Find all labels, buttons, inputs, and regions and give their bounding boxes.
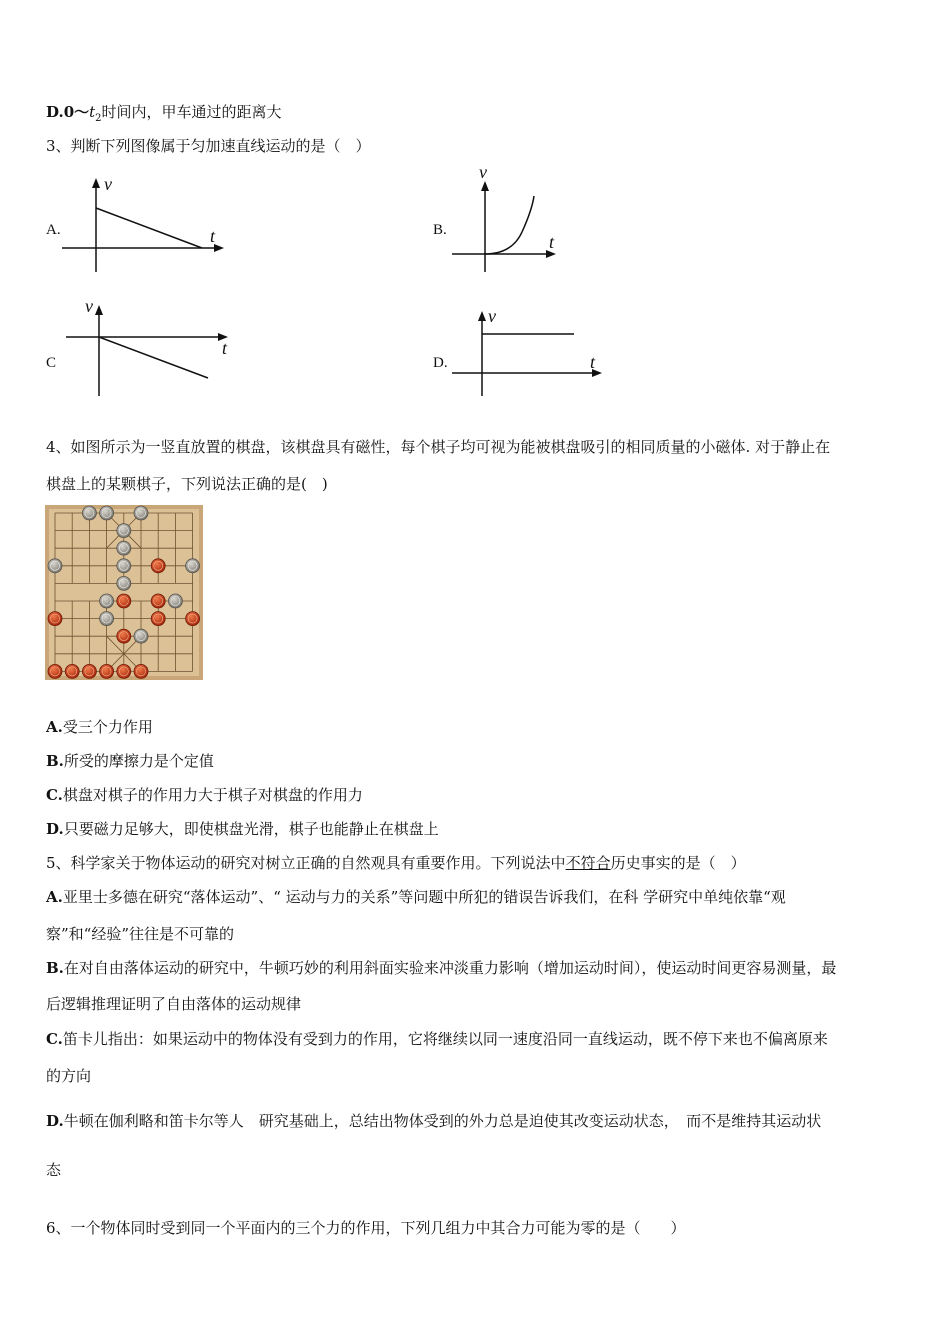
q2-option-d: $D.0\sim t_2$时间内，甲车通过的距离大: [46, 103, 282, 124]
red-chess-piece: [186, 612, 200, 626]
gray-chess-piece: [48, 559, 62, 573]
q3-d-x-label: t: [590, 352, 596, 372]
red-chess-piece: [151, 612, 165, 626]
q3-option-d-label: D.: [433, 355, 448, 371]
q3-option-b-label: B.: [433, 222, 447, 238]
q4-stem-line2: 棋盘上的某颗棋子，下列说法正确的是( ): [46, 475, 328, 493]
gray-chess-piece: [117, 559, 131, 573]
q4-option-c: C.棋盘对棋子的作用力大于棋子对棋盘的作用力: [46, 786, 363, 804]
gray-chess-piece: [100, 594, 114, 608]
red-chess-piece: [117, 629, 131, 643]
q5-option-a-line1: A.亚里士多德在研究“落体运动”、“ 运动与力的关系”等问题中所犯的错误告诉我们，在科 学研究中单纯依靠“观: [46, 888, 786, 906]
q3-graph-c: [64, 296, 244, 400]
q3-graph-b: [450, 164, 570, 276]
q3-c-x-label: t: [222, 338, 228, 358]
gray-chess-piece: [117, 524, 131, 538]
red-chess-piece: [100, 664, 114, 678]
gray-chess-piece: [100, 506, 114, 520]
q3-a-y-label: v: [104, 174, 112, 194]
q3-a-x-label: t: [210, 226, 216, 246]
q5-option-a-line2: 察”和“经验”往往是不可靠的: [46, 925, 235, 943]
q5-option-c-line2: 的方向: [46, 1067, 92, 1085]
chessboard-image: [45, 505, 203, 680]
red-chess-piece: [117, 664, 131, 678]
red-chess-piece: [117, 594, 131, 608]
red-chess-piece: [48, 612, 62, 626]
q3-option-c-label: C: [46, 355, 57, 371]
gray-chess-piece: [100, 612, 114, 626]
gray-chess-piece: [117, 541, 131, 555]
gray-chess-piece: [82, 506, 96, 520]
red-chess-piece: [151, 594, 165, 608]
q3-c-y-label: v: [85, 296, 93, 316]
q3-d-y-label: v: [488, 306, 496, 326]
q5-stem: 5、科学家关于物体运动的研究对树立正确的自然观具有重要作用。下列说法中不符合历史事实的是（ ）: [46, 854, 746, 872]
q3-b-y-label: v: [479, 162, 487, 182]
q5-option-d-line1: D.牛顿在伽利略和笛卡尔等人 研究基础上，总结出物体受到的外力总是迫使其改变运动状态， 而不是维持其运动状: [46, 1112, 822, 1130]
q5-option-b-line1: B.在对自由落体运动的研究中，牛顿巧妙的利用斜面实验来冲淡重力影响（增加运动时间），使运动时间更容易测量，最: [46, 959, 837, 977]
gray-chess-piece: [134, 629, 148, 643]
q3-stem: 3、判断下列图像属于匀加速直线运动的是（ ）: [46, 137, 371, 155]
gray-chess-piece: [168, 594, 182, 608]
q4-option-b: B.所受的摩擦力是个定值: [46, 752, 214, 770]
q4-option-d: D.只要磁力足够大，即使棋盘光滑，棋子也能静止在棋盘上: [46, 820, 439, 838]
red-chess-piece: [82, 664, 96, 678]
q4-stem-line1: 4、如图所示为一竖直放置的棋盘，该棋盘具有磁性，每个棋子均可视为能被棋盘吸引的相同质量的小磁体. 对于静止在: [46, 438, 831, 456]
red-chess-piece: [65, 664, 79, 678]
q3-graph-d: [450, 304, 610, 398]
red-chess-piece: [134, 664, 148, 678]
q5-option-b-line2: 后逻辑推理证明了自由落体的运动规律: [46, 995, 302, 1013]
q5-option-c-line1: C.笛卡儿指出：如果运动中的物体没有受到力的作用，它将继续以同一速度沿同一直线运动，既不停下来也不偏离原来: [46, 1030, 828, 1048]
q4-option-a: A.受三个力作用: [46, 718, 153, 736]
q3-b-x-label: t: [549, 232, 555, 252]
red-chess-piece: [48, 664, 62, 678]
red-chess-piece: [151, 559, 165, 573]
gray-chess-piece: [134, 506, 148, 520]
q3-graph-a: [60, 172, 230, 277]
q3-option-a-label: A.: [46, 222, 61, 238]
gray-chess-piece: [186, 559, 200, 573]
q5-option-d-line2: 态: [46, 1161, 62, 1179]
q6-stem: 6、一个物体同时受到同一个平面内的三个力的作用，下列几组力中其合力可能为零的是（ ）: [46, 1219, 686, 1237]
gray-chess-piece: [117, 576, 131, 590]
